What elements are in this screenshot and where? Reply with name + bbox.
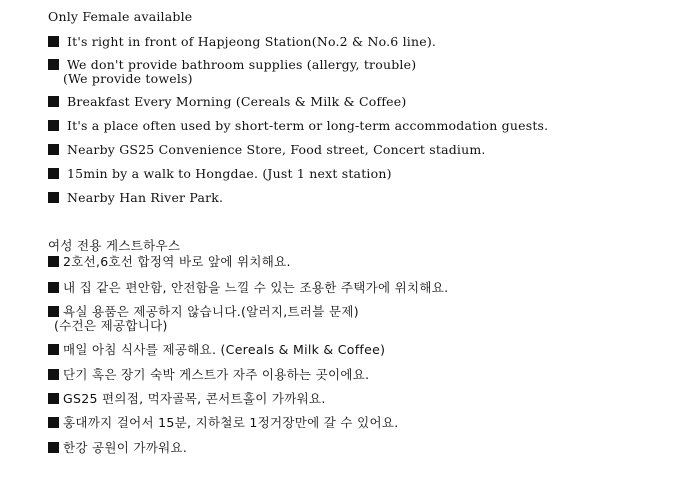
square-bullet-icon <box>48 393 59 404</box>
english-heading: Only Female available <box>48 9 193 24</box>
english-item-text: Nearby GS25 Convenience Store, Food street, Concert stadium. <box>67 142 486 157</box>
korean-item-text: 홍대까지 걸어서 15분, 지하철로 1정거장만에 갈 수 있어요. <box>63 415 399 430</box>
korean-item-text: 매일 아침 식사를 제공해요. (Cereals & Milk & Coffee) <box>63 342 386 357</box>
square-bullet-icon <box>48 442 59 453</box>
korean-item <box>48 368 369 382</box>
english-item <box>48 95 406 109</box>
english-item-continuation: (We provide towels) <box>63 71 193 86</box>
square-bullet-icon <box>48 306 59 317</box>
korean-item <box>48 392 326 406</box>
square-bullet-icon <box>48 369 59 380</box>
english-item-text: It's a place often used by short-term or long-term accommodation guests. <box>67 118 549 133</box>
square-bullet-icon <box>48 192 59 203</box>
korean-item-text: 내 집 같은 편안함, 안전함을 느낄 수 있는 조용한 주택가에 위치해요. <box>63 280 449 295</box>
korean-item-text: 욕실 용품은 제공하지 않습니다.(알러지,트러블 문제) <box>63 304 359 319</box>
square-bullet-icon <box>48 59 59 70</box>
square-bullet-icon <box>48 282 59 293</box>
english-item-text: 15min by a walk to Hongdae. (Just 1 next station) <box>67 166 392 181</box>
korean-heading: 여성 전용 게스트하우스 <box>48 238 181 253</box>
english-item-text: Breakfast Every Morning (Cereals & Milk & Coffee) <box>67 94 407 109</box>
korean-item-text: 한강 공원이 가까워요. <box>63 440 188 455</box>
square-bullet-icon <box>48 144 59 155</box>
korean-item <box>48 343 385 357</box>
korean-item <box>48 305 359 333</box>
square-bullet-icon <box>48 120 59 131</box>
square-bullet-icon <box>48 417 59 428</box>
korean-item-text: 2호선,6호선 합정역 바로 앞에 위치해요. <box>63 254 291 269</box>
square-bullet-icon <box>48 344 59 355</box>
korean-item <box>48 255 291 269</box>
square-bullet-icon <box>48 96 59 107</box>
korean-item-text: GS25 편의점, 먹자골목, 콘서트홀이 가까워요. <box>63 391 326 406</box>
english-item-text: It's right in front of Hapjeong Station(No.2 & No.6 line). <box>67 34 437 49</box>
english-item <box>48 191 223 205</box>
english-item-text: Nearby Han River Park. <box>67 190 224 205</box>
korean-item-text: 단기 혹은 장기 숙박 게스트가 자주 이용하는 곳이에요. <box>63 367 370 382</box>
korean-item <box>48 416 398 430</box>
korean-item <box>48 281 448 295</box>
english-item <box>48 119 548 133</box>
square-bullet-icon <box>48 36 59 47</box>
english-item-text: We don't provide bathroom supplies (allergy, trouble) <box>67 57 417 72</box>
korean-item-continuation: (수건은 제공합니다) <box>54 318 168 333</box>
english-item <box>48 167 392 181</box>
korean-item <box>48 441 187 455</box>
english-item <box>48 143 486 157</box>
square-bullet-icon <box>48 168 59 179</box>
english-item <box>48 58 416 86</box>
english-item <box>48 35 436 49</box>
square-bullet-icon <box>48 256 59 267</box>
